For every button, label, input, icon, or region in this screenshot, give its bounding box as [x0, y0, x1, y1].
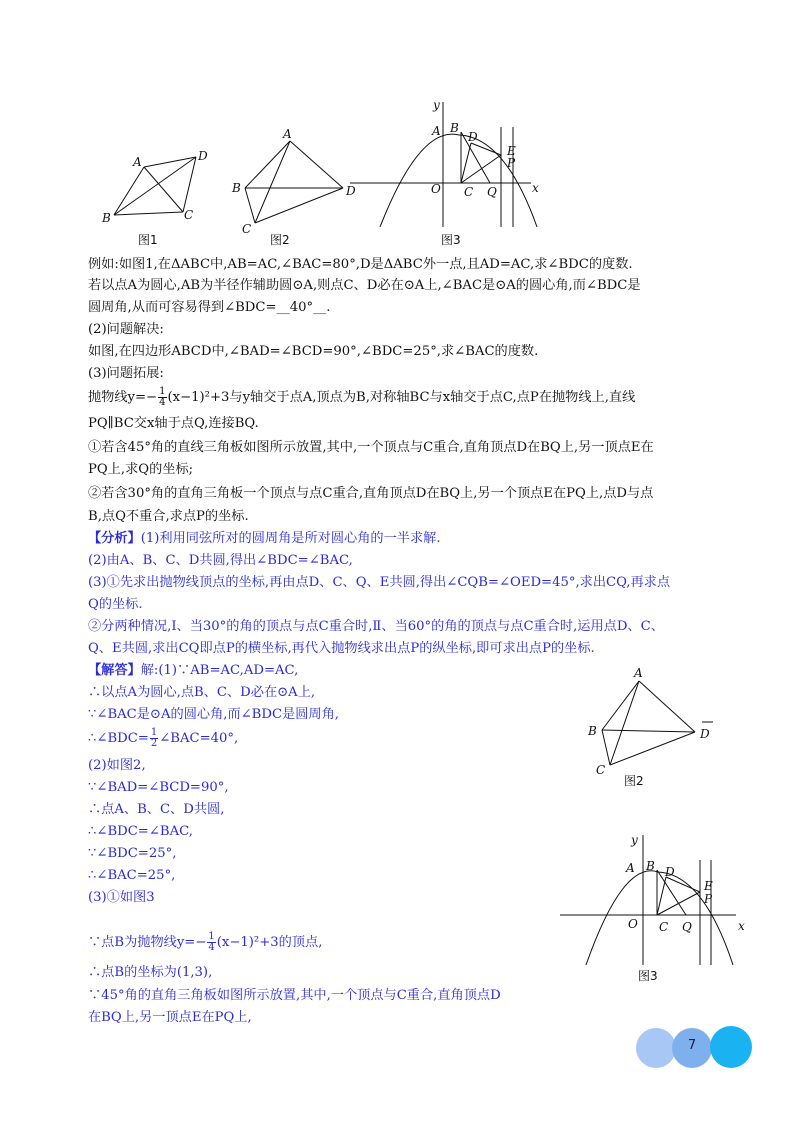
fig3-label-b: B — [450, 121, 459, 135]
problem-fraction-num: 1 — [159, 386, 166, 397]
solution-line-12 — [88, 932, 322, 953]
fig3-label-e: E — [507, 144, 516, 158]
solution-line-10: ∴∠BAC=25°, — [88, 868, 176, 883]
fig3b-caption: 图3 — [638, 969, 658, 983]
problem-line-2: 若以点A为圆心,AB为半径作辅助圆⊙A,则点C、D必在⊙A上,∠BAC是⊙A的圆心角,而∠BDC是 — [88, 278, 641, 293]
problem-line-6: (3)问题拓展: — [88, 366, 164, 381]
problem-line-3: 圆周角,从而可容易得到∠BDC=__40°__. — [88, 300, 331, 315]
fig2b-label-c: C — [596, 763, 606, 777]
solution-line-14: ∵45°角的直角三角板如图所示放置,其中,一个顶点与C重合,直角顶点D — [88, 988, 501, 1003]
problem-line-9: ①若含45°角的直线三角板如图所示放置,其中,一个顶点与C重合,直角顶点D在BQ上,另一顶点E在 — [88, 440, 654, 455]
figure-2 — [228, 125, 358, 253]
fig3-label-q: Q — [487, 185, 497, 199]
analysis-line-2: (2)由A、B、C、D共圆,得出∠BDC=∠BAC, — [88, 553, 353, 568]
figure-1 — [98, 140, 208, 252]
problem-line-11: ②若含30°角的直角三角板一个顶点与点C重合,直角顶点D在BQ上,另一个顶点E在PQ上,点D与点 — [88, 486, 654, 501]
fig3-label-c: C — [464, 185, 474, 199]
fig3-label-y: y — [433, 98, 440, 112]
solution-fraction-quarter-den: 4 — [208, 942, 215, 953]
solution-line-8: ∴∠BDC=∠BAC, — [88, 824, 193, 839]
fig3-label-a: A — [432, 124, 441, 138]
analysis-line-6: Q、E共圆,求出CQ即点P的横坐标,再代入抛物线求出点P的纵坐标,即可求出点P的坐标. — [88, 641, 595, 656]
fig2-caption: 图2 — [270, 233, 290, 247]
fig3-label-o: O — [431, 182, 441, 196]
fig3b-label-o: O — [628, 917, 638, 931]
fig3-caption: 图3 — [441, 233, 461, 247]
problem-line-1: 例如:如图1,在ΔABC中,AB=AC,∠BAC=80°,D是ΔABC外一点,且AD=AC,求∠BDC的度数. — [88, 257, 633, 272]
fig2-label-b: B — [232, 181, 241, 195]
fig2-label-d: D — [346, 184, 356, 198]
solution-line-11: (3)①如图3 — [88, 890, 155, 905]
fig2b-label-a: A — [634, 666, 643, 680]
page-number: 7 — [687, 1038, 697, 1053]
side-figure-2 — [582, 665, 722, 790]
solution-line-3: ∵∠BAC是⊙A的圆心角,而∠BDC是圆周角, — [88, 707, 339, 722]
problem-line-7-start: 抛物线y=− — [88, 390, 158, 405]
solution-line-7: ∴点A、B、C、D共圆, — [88, 802, 225, 817]
fig2-label-a: A — [283, 127, 292, 141]
analysis-line-3: (3)①先求出抛物线顶点的坐标,再由点D、C、Q、E共圆,得出∠CQB=∠OED=45°,求出CQ,再求点 — [88, 575, 671, 590]
fig2b-label-b: B — [588, 724, 597, 738]
solution-line-4-start: ∴∠BDC= — [88, 731, 149, 746]
analysis-tag: 【分析】 — [88, 531, 141, 546]
fig3-label-x: x — [532, 181, 539, 195]
fig1-label-a: A — [133, 155, 142, 169]
solution-tag: 【解答】 — [88, 663, 141, 678]
fig3-label-d: D — [468, 130, 478, 144]
solution-line-4 — [88, 728, 238, 749]
fig3-label-p: P — [507, 156, 516, 170]
analysis-line-4: Q的坐标. — [88, 597, 143, 612]
side-figure-3 — [558, 830, 748, 990]
problem-line-12: B,点Q不重合,求点P的坐标. — [88, 509, 249, 524]
problem-fraction-den: 4 — [159, 397, 166, 408]
problem-line-4: (2)问题解决: — [88, 322, 164, 337]
solution-line-5: (2)如图2, — [88, 758, 146, 773]
fig3b-label-c: C — [659, 920, 669, 934]
fig3b-label-b: B — [646, 859, 655, 873]
fig3b-label-d: D — [665, 865, 675, 879]
solution-fraction-half-den: 2 — [150, 738, 158, 749]
analysis-line-5: ②分两种情况,Ⅰ、当30°的角的顶点与点C重合时,Ⅱ、当60°的角的顶点与点C重合时,运用点D、C、 — [88, 619, 664, 634]
solution-fraction-quarter — [207, 932, 215, 953]
figure-3 — [345, 97, 545, 249]
problem-line-8: PQ∥BC交x轴于点Q,连接BQ. — [88, 416, 259, 431]
problem-fraction — [158, 387, 166, 408]
problem-line-10: PQ上,求Q的坐标; — [88, 462, 194, 477]
solution-fraction-half — [150, 728, 158, 749]
fig2b-caption: 图2 — [624, 774, 644, 788]
problem-line-5: 如图,在四边形ABCD中,∠BAD=∠BCD=90°,∠BDC=25°,求∠BAC的度数. — [88, 344, 539, 359]
solution-fraction-half-num: 1 — [150, 727, 158, 738]
fig3b-label-p: P — [704, 892, 713, 906]
fig1-label-b: B — [102, 211, 111, 225]
fig2b-label-d: D — [700, 727, 710, 741]
page-decor-circle-left — [636, 1028, 676, 1068]
solution-line-6: ∵∠BAD=∠BCD=90°, — [88, 780, 229, 795]
solution-line-4-end: ∠BAC=40°, — [159, 731, 239, 746]
fig3b-label-a: A — [626, 861, 635, 875]
problem-line-7 — [88, 387, 635, 408]
solution-line-13: ∴点B的坐标为(1,3), — [88, 965, 213, 980]
analysis-text-1: (1)利用同弦所对的圆周角是所对圆心角的一半求解. — [140, 531, 441, 546]
solution-line-2: ∴以点A为圆心,点B、C、D必在⊙A上, — [88, 685, 316, 700]
fig3b-label-q: Q — [682, 920, 692, 934]
solution-line-12-end: (x−1)²+3的顶点, — [216, 935, 323, 950]
solution-line-1 — [88, 660, 298, 681]
fig3b-label-e: E — [704, 879, 713, 893]
fig1-label-d: D — [198, 149, 208, 163]
fig1-label-c: C — [184, 208, 194, 222]
solution-text-1: 解:(1)∵AB=AC,AD=AC, — [140, 663, 299, 678]
solution-line-15: 在BQ上,另一顶点E在PQ上, — [88, 1010, 252, 1025]
solution-line-12-start: ∵点B为抛物线y=− — [88, 935, 207, 950]
solution-line-9: ∵∠BDC=25°, — [88, 846, 177, 861]
fig3b-label-y: y — [631, 833, 638, 847]
fig2-label-c: C — [242, 222, 252, 236]
page-decor-circle-right — [710, 1026, 752, 1068]
solution-fraction-quarter-num: 1 — [208, 931, 215, 942]
fig3b-label-x: x — [738, 919, 745, 933]
problem-line-7-end: (x−1)²+3与y轴交于点A,顶点为B,对称轴BC与x轴交于点C,点P在抛物线上,直线 — [167, 390, 636, 405]
fig1-caption: 图1 — [138, 233, 158, 247]
analysis-line-1 — [88, 528, 441, 549]
